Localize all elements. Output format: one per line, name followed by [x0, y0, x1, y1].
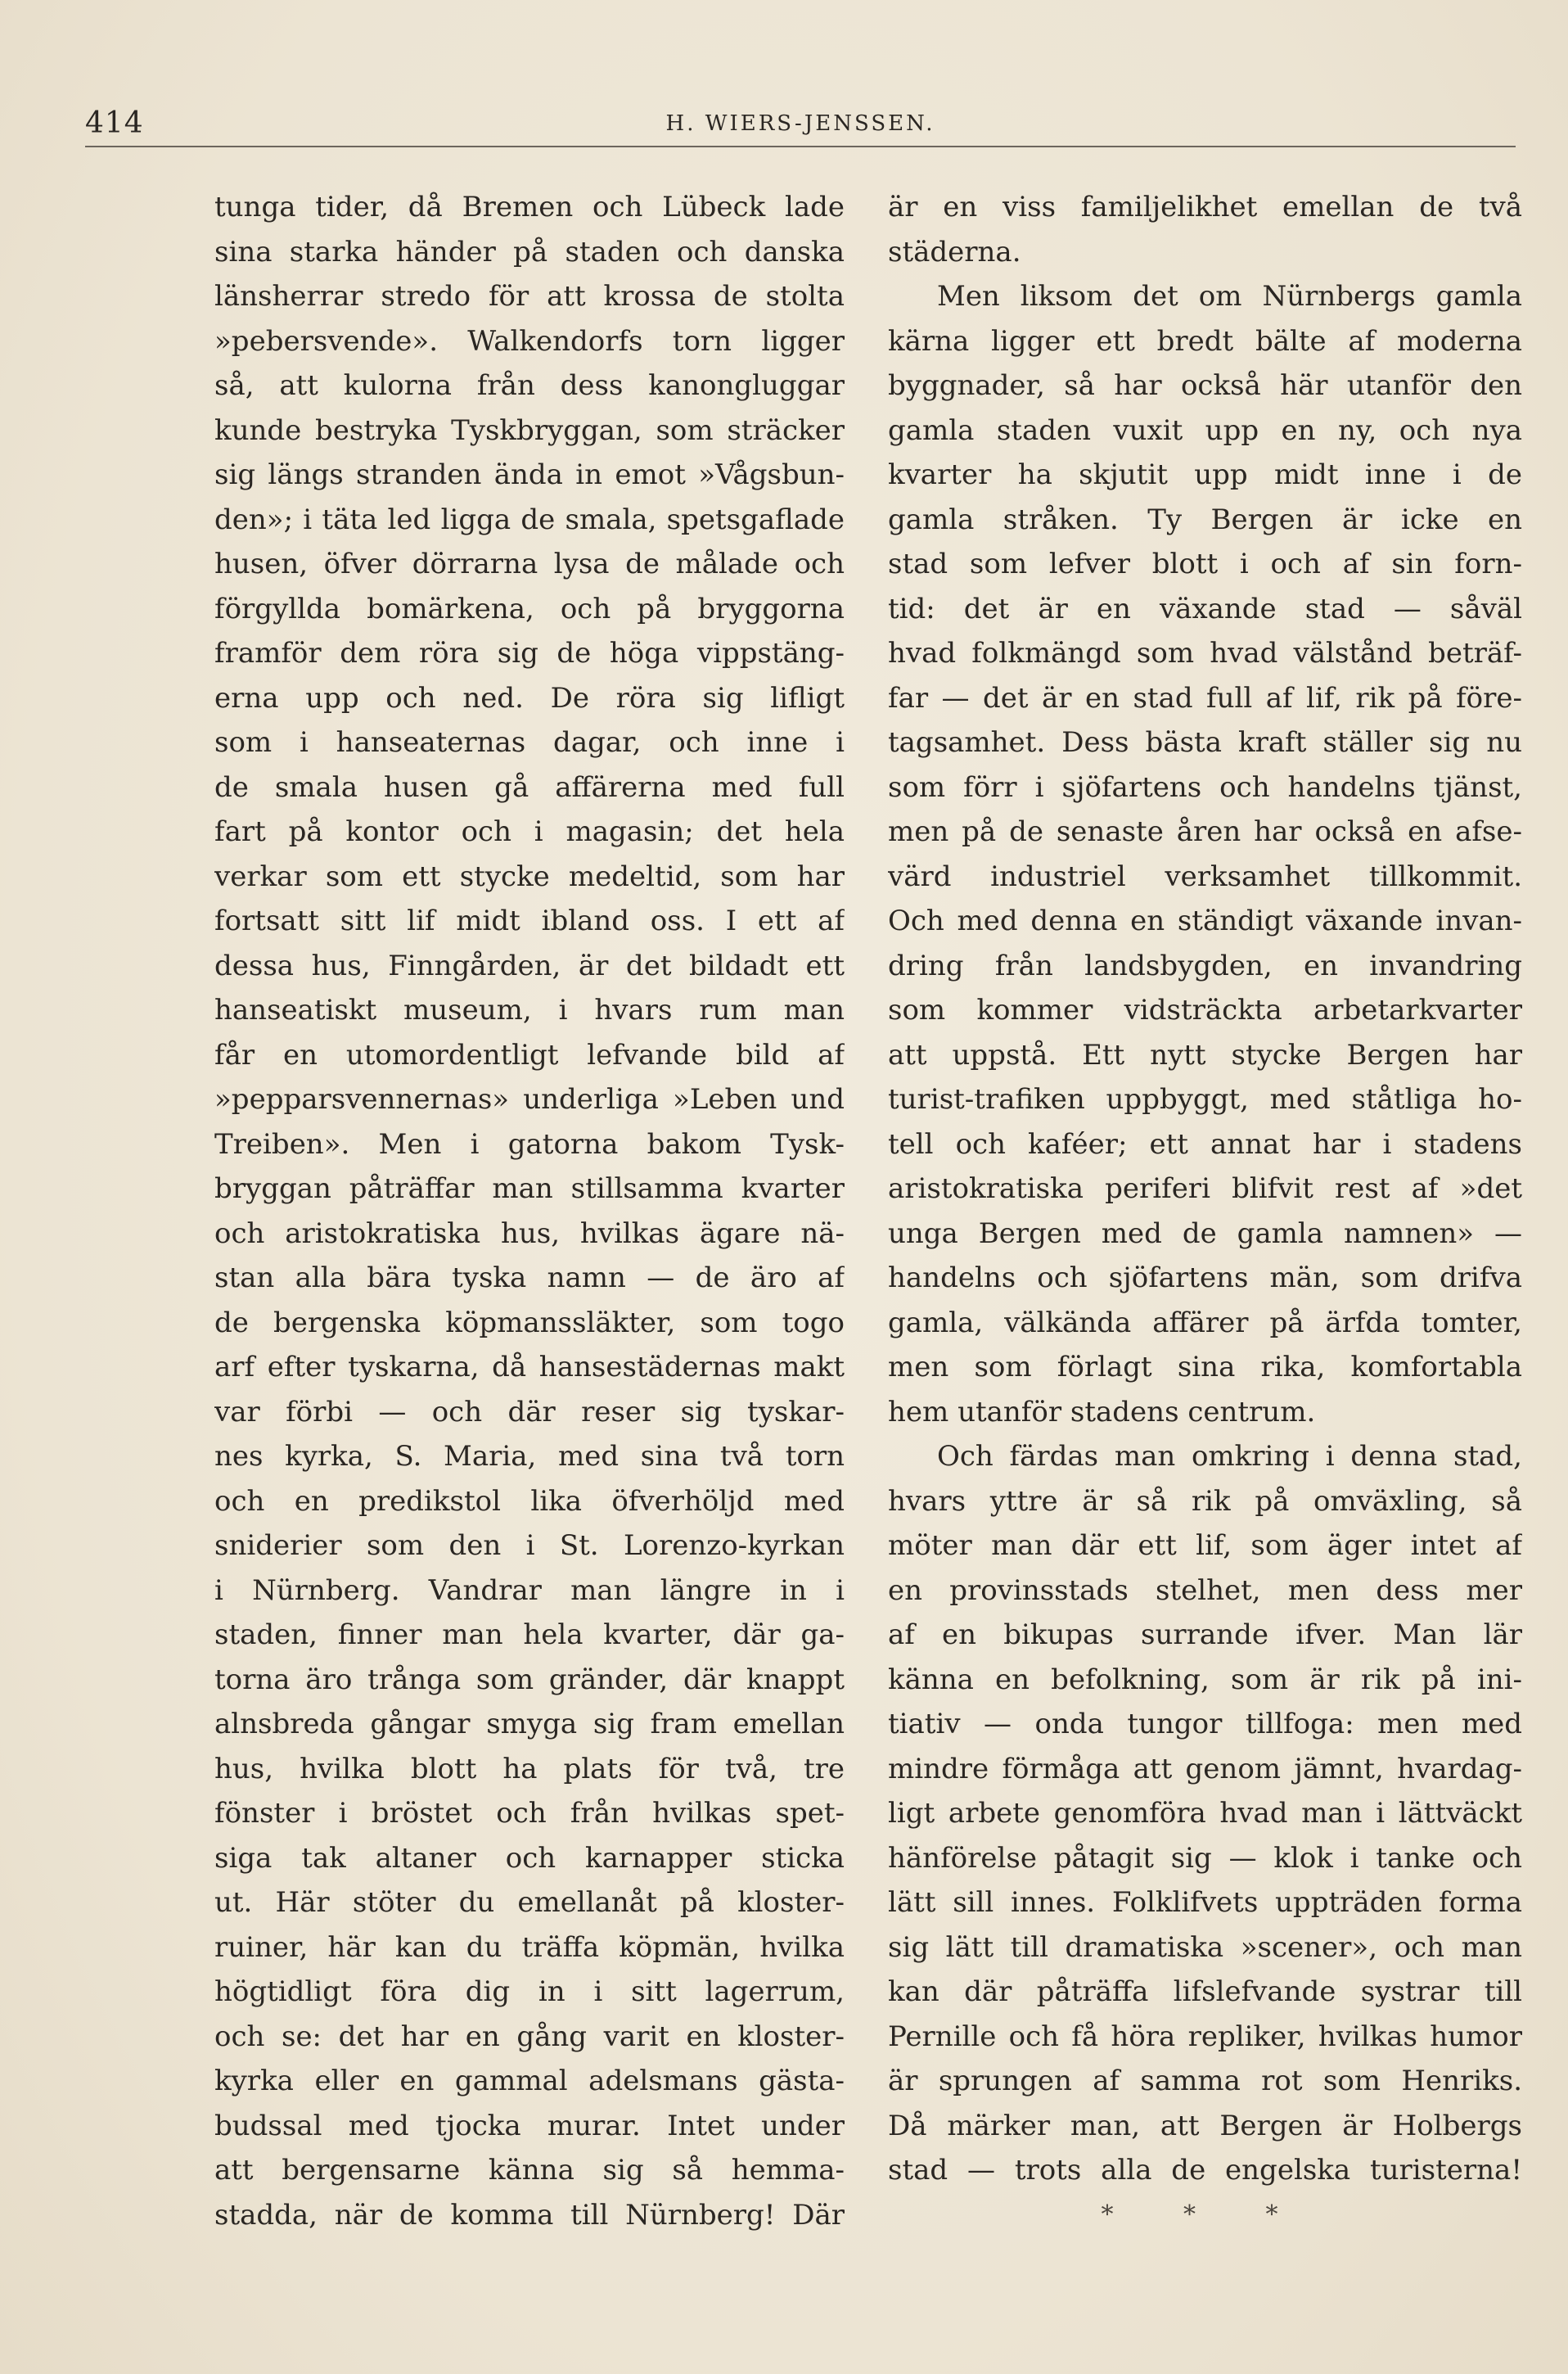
text-line: kyrka eller en gammal adelsmans gästa- [214, 2065, 845, 2097]
text-line: aristokratiska periferi blifvit rest af »det [888, 1172, 1522, 1205]
text-line: hus, hvilka blott ha plats för två, tre [214, 1752, 845, 1785]
text-line: högtidligt föra dig in i sitt lagerrum, [214, 1975, 845, 2008]
text-line: dessa hus, Finngården, är det bildadt ett [214, 949, 845, 982]
text-line: Då märker man, att Bergen är Holbergs [888, 2109, 1522, 2142]
running-head-author: H. WIERS-JENSSEN. [665, 111, 935, 136]
text-line: är en viss familjelikhet emellan de två [888, 191, 1522, 223]
text-line: var förbi — och där reser sig tyskar- [214, 1395, 845, 1428]
text-line: Pernille och få höra repliker, hvilkas humor [888, 2020, 1522, 2053]
text-line: turist-trafiken uppbyggt, med ståtliga ho- [888, 1083, 1522, 1116]
text-line: handelns och sjöfartens män, som drifva [888, 1261, 1522, 1294]
text-line: kvarter ha skjutit upp midt inne i de [888, 458, 1522, 491]
text-line: får en utomordentligt lefvande bild af [214, 1038, 845, 1072]
text-line: den»; i täta led ligga de smala, spetsgaflade [214, 503, 845, 536]
text-line: stadda, när de komma till Nürnberg! Där [214, 2198, 845, 2232]
text-line: länsherrar stredo för att krossa de stolta [214, 280, 845, 313]
text-line: att uppstå. Ett nytt stycke Bergen har [888, 1038, 1522, 1072]
text-line: framför dem röra sig de höga vippstäng- [214, 637, 845, 670]
text-line: nes kyrka, S. Maria, med sina två torn [214, 1440, 845, 1473]
text-line: lätt sill innes. Folklifvets uppträden forma [888, 1886, 1522, 1919]
text-line: och en predikstol lika öfverhöljd med [214, 1484, 845, 1518]
text-line: men på de senaste åren har också en afse- [888, 815, 1522, 848]
text-line: tunga tider, då Bremen och Lübeck lade [214, 191, 845, 223]
text-line: ruiner, här kan du träffa köpmän, hvilka [214, 1930, 845, 1964]
text-line: sniderier som den i St. Lorenzo-kyrkan [214, 1529, 845, 1562]
text-line: de bergenska köpmanssläkter, som togo [214, 1306, 845, 1339]
text-line: Och färdas man omkring i denna stad, [937, 1440, 1522, 1473]
text-line: fart på kontor och i magasin; det hela [214, 815, 845, 848]
header-rule [85, 146, 1516, 147]
text-line: ligt arbete genomföra hvad man i lättväckt [888, 1797, 1522, 1830]
text-line: förgyllda bomärkena, och på bryggorna [214, 592, 845, 625]
text-line: torna äro trånga som gränder, där knappt [214, 1663, 845, 1696]
text-line: kärna ligger ett bredt bälte af moderna [888, 324, 1522, 358]
text-line: de smala husen gå affärerna med full [214, 770, 845, 804]
text-line: tell och kaféer; ett annat har i stadens [888, 1127, 1522, 1161]
text-line: mindre förmåga att genom jämnt, hvardag- [888, 1752, 1522, 1785]
section-break-asterisks: * * * [1101, 2200, 1309, 2229]
text-line: och se: det har en gång varit en kloster- [214, 2020, 845, 2053]
text-line: erna upp och ned. De röra sig lifligt [214, 681, 845, 715]
text-line: hanseatiskt museum, i hvars rum man [214, 994, 845, 1027]
page-number: 414 [85, 106, 144, 140]
text-line: gamla staden vuxit upp en ny, och nya [888, 413, 1522, 447]
text-line: stan alla bära tyska namn — de äro af [214, 1261, 845, 1294]
text-line: hvars yttre är så rik på omväxling, så [888, 1484, 1522, 1518]
text-line: och aristokratiska hus, hvilkas ägare nä- [214, 1216, 845, 1250]
text-line: staden, finner man hela kvarter, där ga- [214, 1618, 845, 1651]
text-line: att bergensarne känna sig så hemma- [214, 2154, 845, 2187]
text-line: hänförelse påtagit sig — klok i tanke och [888, 1841, 1522, 1875]
text-line: en provinsstads stelhet, men dess mer [888, 1573, 1522, 1607]
left-column [214, 185, 845, 2237]
text-line: byggnader, så har också här utanför den [888, 369, 1522, 402]
text-line: tiativ — onda tungor tillfoga: men med [888, 1708, 1522, 1740]
text-line: gamla stråken. Ty Bergen är icke en [888, 503, 1522, 536]
text-line: Men liksom det om Nürnbergs gamla [937, 280, 1522, 313]
text-line: sig lätt till dramatiska »scener», och man [888, 1930, 1522, 1964]
text-line: alnsbreda gångar smyga sig fram emellan [214, 1708, 845, 1740]
text-line: sig längs stranden ända in emot »Vågsbun- [214, 458, 845, 491]
text-line: Treiben». Men i gatorna bakom Tysk- [214, 1127, 845, 1161]
text-line: »pepparsvennernas» underliga »Leben und [214, 1083, 845, 1116]
right-column [888, 185, 1522, 2237]
text-line: far — det är en stad full af lif, rik på före- [888, 681, 1522, 715]
text-line: som förr i sjöfartens och handelns tjänst, [888, 770, 1522, 804]
text-line: gamla, välkända affärer på ärfda tomter, [888, 1306, 1522, 1339]
text-line: unga Bergen med de gamla namnen» — [888, 1216, 1522, 1250]
text-line: är sprungen af samma rot som Henriks. [888, 2065, 1522, 2097]
text-line: fortsatt sitt lif midt ibland oss. I ett af [214, 905, 845, 937]
text-line: Och med denna en ständigt växande invan- [888, 905, 1522, 937]
running-head [85, 106, 1516, 151]
text-line: verkar som ett stycke medeltid, som har [214, 860, 845, 893]
text-line: tagsamhet. Dess bästa kraft ställer sig nu [888, 726, 1522, 759]
text-line: i Nürnberg. Vandrar man längre in i [214, 1573, 845, 1607]
text-line: men som förlagt sina rika, komfortabla [888, 1351, 1522, 1383]
text-line: dring från landsbygden, en invandring [888, 949, 1522, 982]
text-line: kan där påträffa lifslefvande systrar till [888, 1975, 1522, 2008]
text-line: hem utanför stadens centrum. [888, 1395, 1316, 1428]
text-line: arf efter tyskarna, då hansestädernas makt [214, 1351, 845, 1383]
text-line: stad — trots alla de engelska turisterna! [888, 2154, 1522, 2187]
text-line: värd industriel verksamhet tillkommit. [888, 860, 1522, 893]
text-line: så, att kulorna från dess kanongluggar [214, 369, 845, 402]
text-line: känna en befolkning, som är rik på ini- [888, 1663, 1522, 1696]
text-line: tid: det är en växande stad — såväl [888, 592, 1522, 625]
text-line: hvad folkmängd som hvad välstånd beträf- [888, 637, 1522, 670]
text-line: af en bikupas surrande ifver. Man lär [888, 1618, 1522, 1651]
text-line: »pebersvende». Walkendorfs torn ligger [214, 324, 845, 358]
text-line: stad som lefver blott i och af sin forn- [888, 548, 1522, 580]
text-line: kunde bestryka Tyskbryggan, som sträcker [214, 413, 845, 447]
text-line: bryggan påträffar man stillsamma kvarter [214, 1172, 845, 1205]
text-line: siga tak altaner och karnapper sticka [214, 1841, 845, 1875]
text-line: möter man där ett lif, som äger intet af [888, 1529, 1522, 1562]
text-line: sina starka händer på staden och danska [214, 235, 845, 269]
text-line: som kommer vidsträckta arbetarkvarter [888, 994, 1522, 1027]
text-line: ut. Här stöter du emellanåt på kloster- [214, 1886, 845, 1919]
text-line: städerna. [888, 235, 1021, 269]
text-line: fönster i bröstet och från hvilkas spet- [214, 1797, 845, 1830]
text-line: som i hanseaternas dagar, och inne i [214, 726, 845, 759]
text-line: husen, öfver dörrarna lysa de målade och [214, 548, 845, 580]
text-line: budssal med tjocka murar. Intet under [214, 2109, 845, 2142]
